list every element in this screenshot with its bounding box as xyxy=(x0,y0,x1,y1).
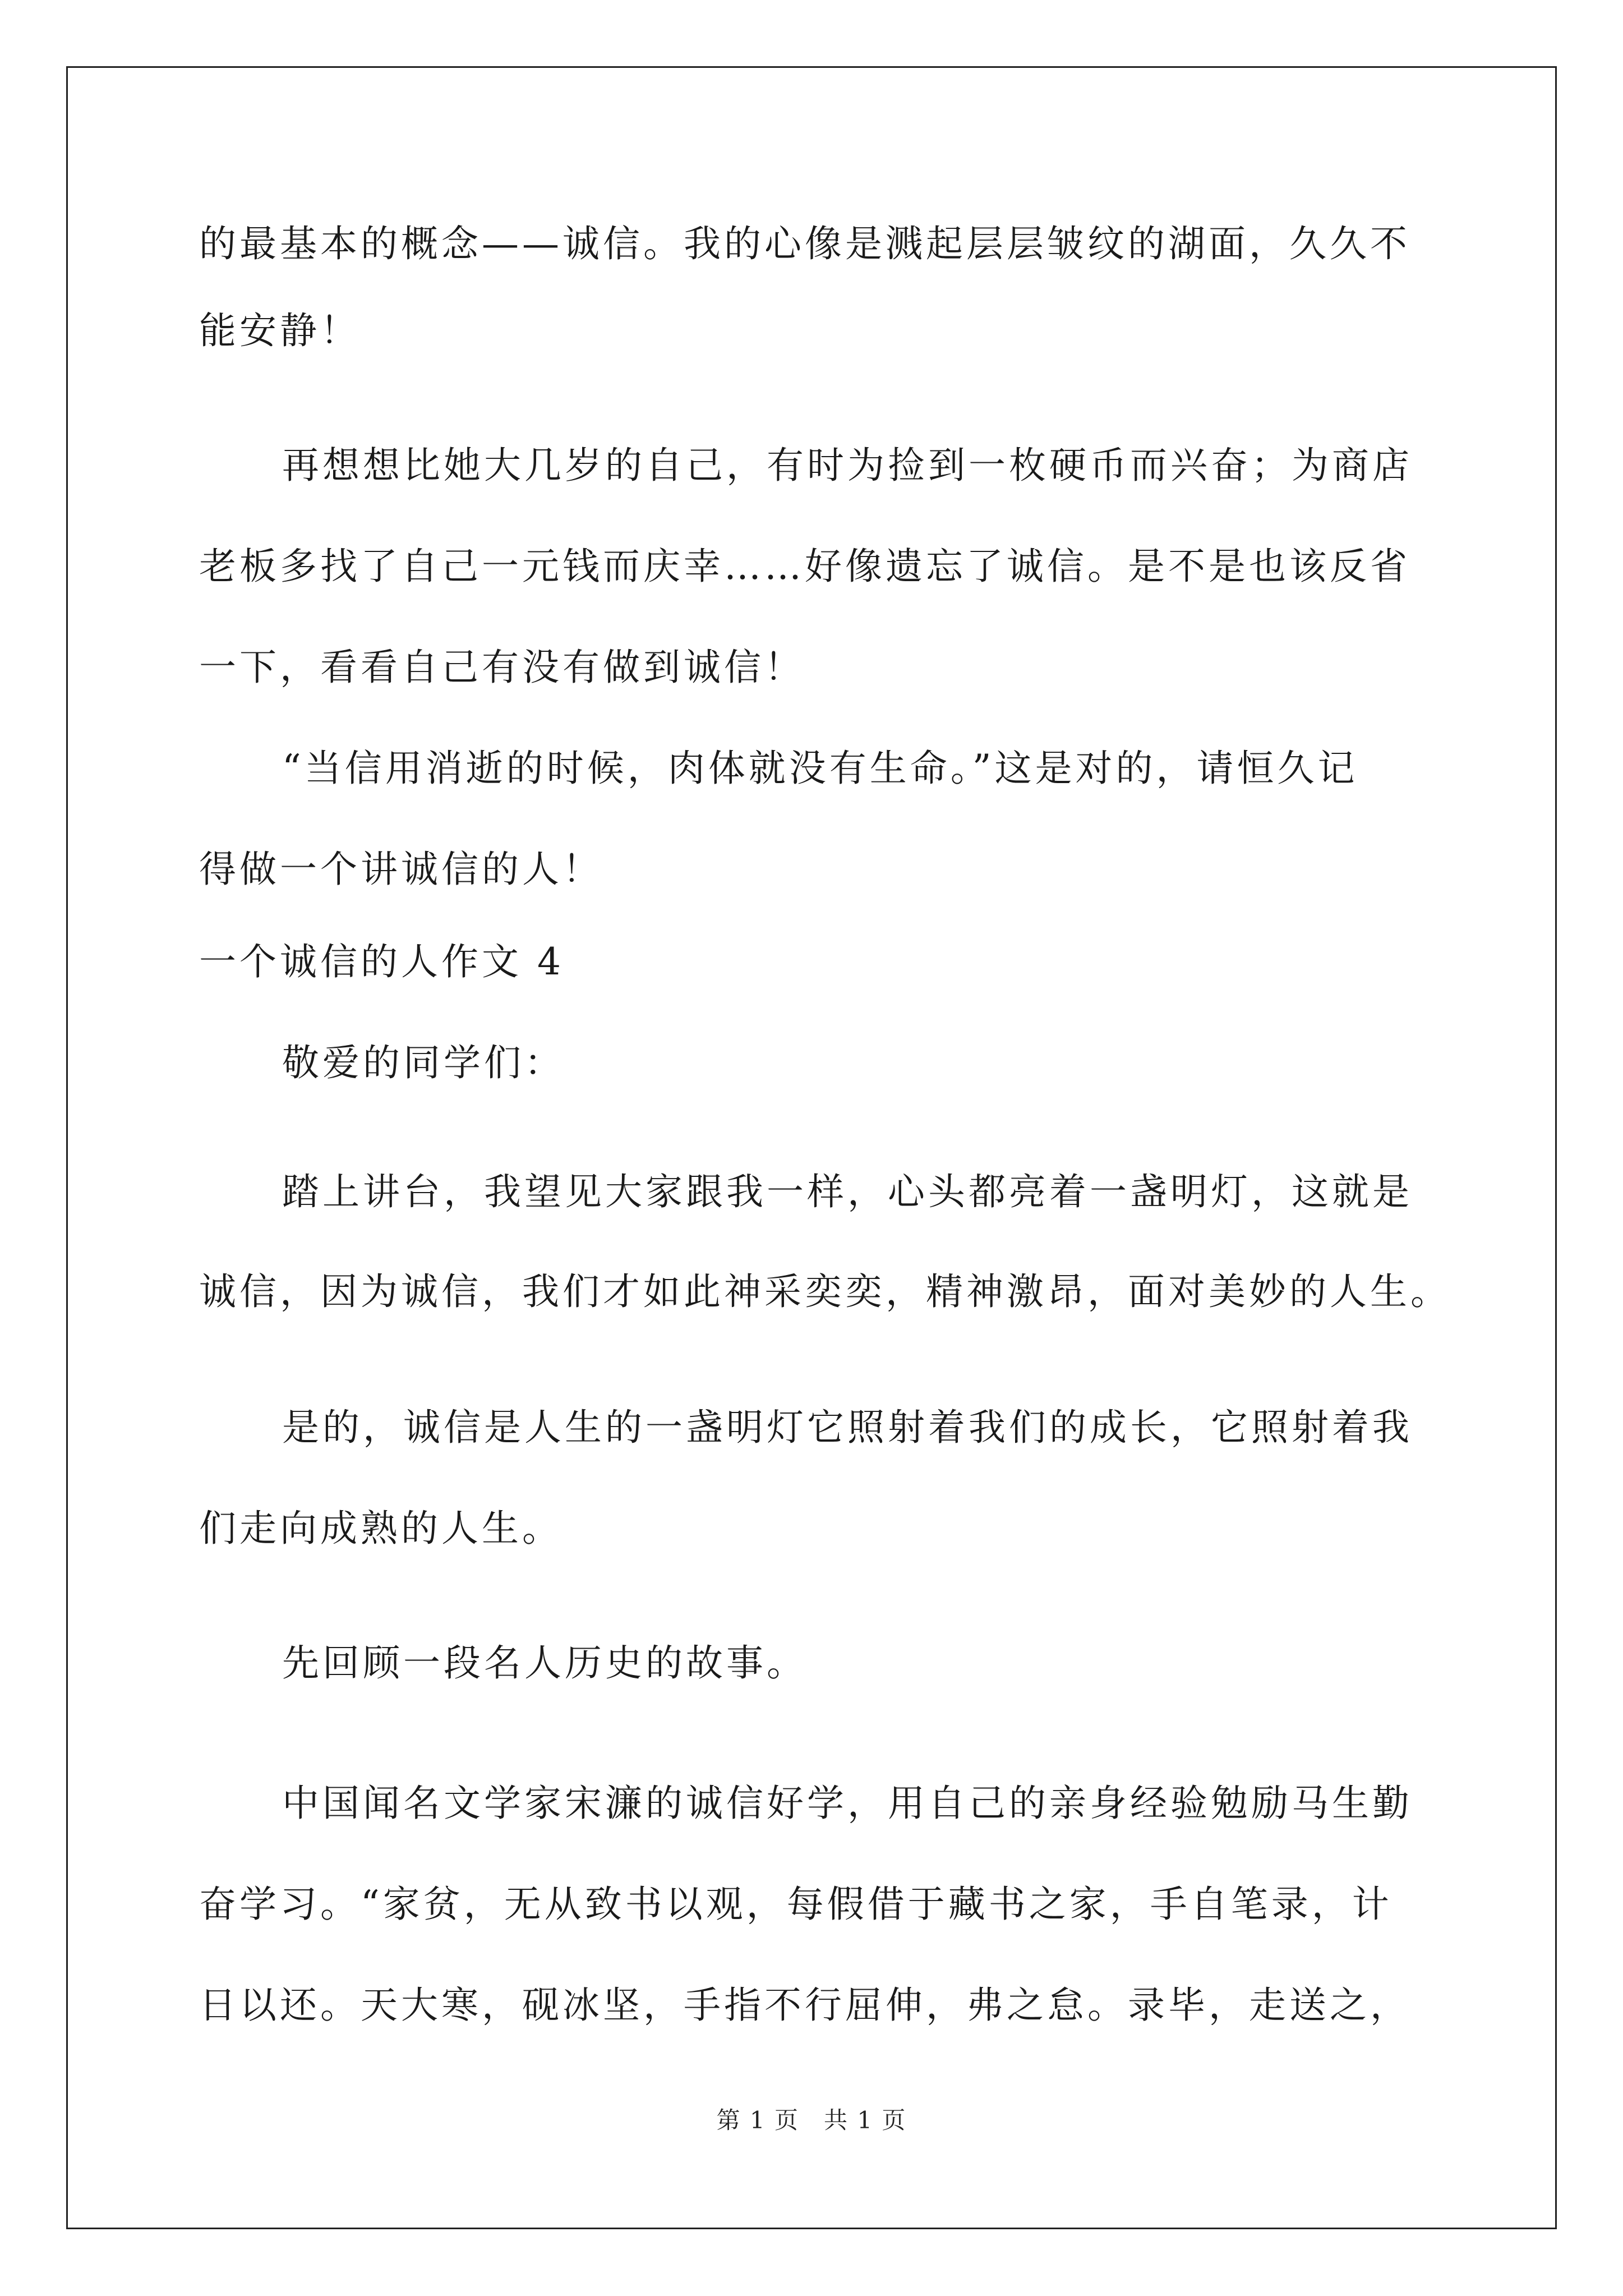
text-line: 先回顾一段名人历史的故事。 xyxy=(282,1641,807,1685)
text-line: 得做一个讲诚信的人！ xyxy=(199,848,603,891)
text-line: 是的，诚信是人生的一盏明灯它照射着我们的成长，它照射着我 xyxy=(282,1406,1413,1449)
text-line: 们走向成熟的人生。 xyxy=(199,1507,562,1550)
text-line: 日以还。天大寒，砚冰坚，手指不行屈伸，弗之怠。录毕，走送之， xyxy=(199,1984,1410,2027)
text-line: 老板多找了自己一元钱而庆幸……好像遗忘了诚信。是不是也该反省 xyxy=(199,545,1410,588)
text-line: “当信用消逝的时候，肉体就没有生命。”这是对的，请恒久记 xyxy=(282,747,1358,790)
text-line: 一下，看看自己有没有做到诚信！ xyxy=(199,646,805,689)
section-heading: 一个诚信的人作文 4 xyxy=(199,940,564,983)
text-line: 的最基本的概念——诚信。我的心像是溅起层层皱纹的湖面，久久不 xyxy=(199,222,1410,265)
text-line: 能安静！ xyxy=(199,309,361,352)
text-line: 再想想比她大几岁的自己，有时为捡到一枚硬币而兴奋；为商店 xyxy=(282,444,1413,487)
text-line: 敬爱的同学们： xyxy=(282,1041,565,1084)
page-number-footer: 第 1 页 共 1 页 xyxy=(716,2106,907,2134)
text-line: 踏上讲台，我望见大家跟我一样，心头都亮着一盏明灯，这就是 xyxy=(282,1170,1413,1213)
text-line: 奋学习。“家贫，无从致书以观，每假借于藏书之家，手自笔录，计 xyxy=(199,1883,1393,1926)
text-line: 诚信，因为诚信，我们才如此神采奕奕，精神激昂，面对美妙的人生。 xyxy=(199,1270,1451,1313)
text-line: 中国闻名文学家宋濂的诚信好学，用自己的亲身经验勉励马生勤 xyxy=(282,1782,1413,1825)
